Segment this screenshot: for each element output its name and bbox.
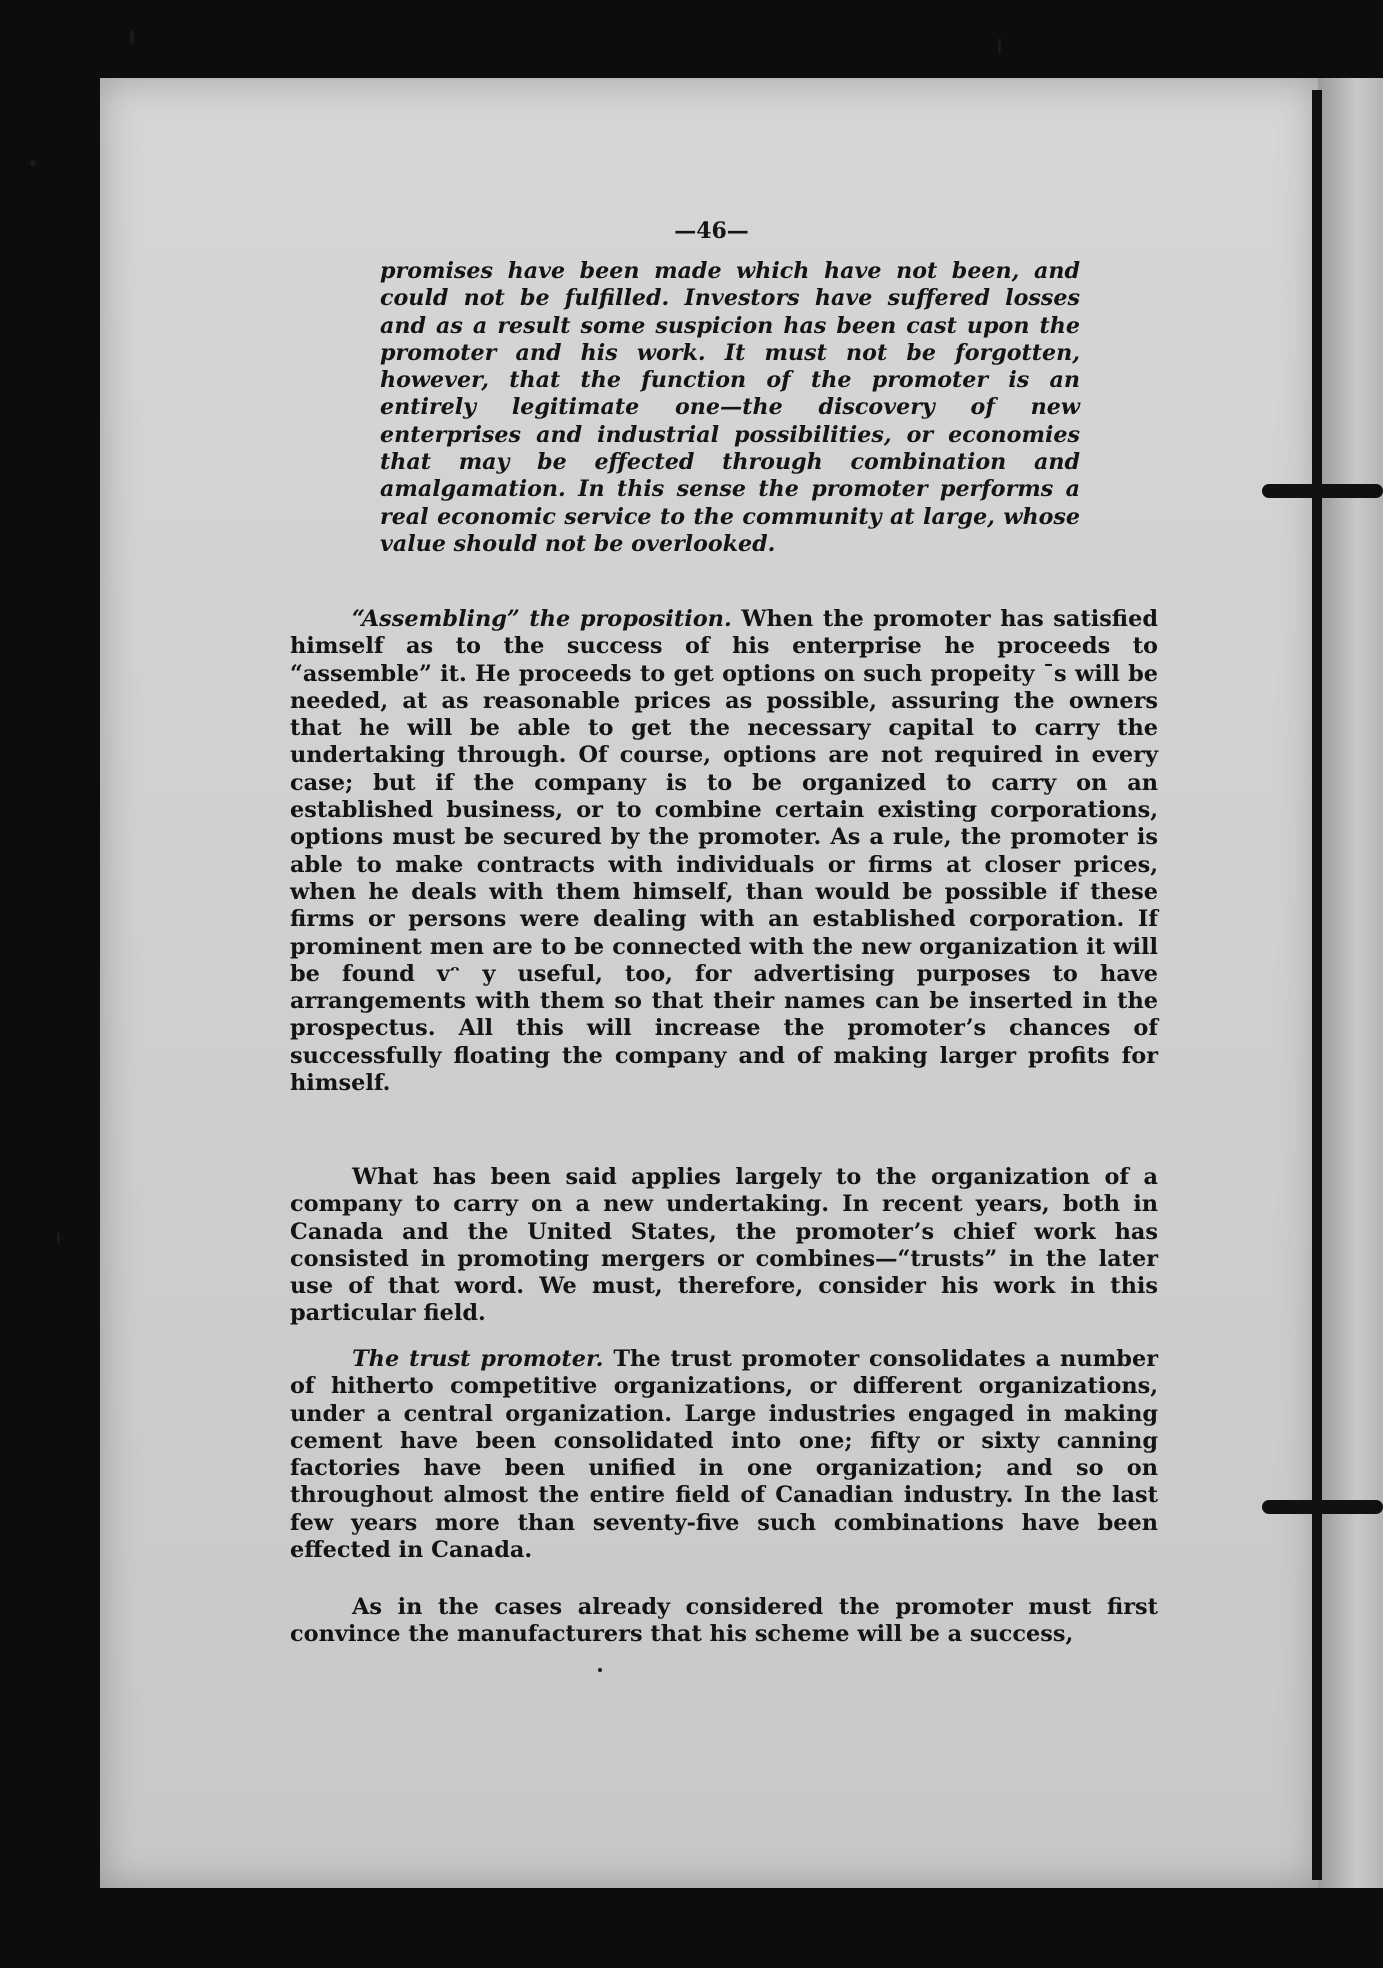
paragraph-body: As in the cases already considered the promoter must first convince the manufacturers that his scheme will be a success, bbox=[290, 1594, 1158, 1648]
paragraph-organization bbox=[290, 1164, 1158, 1328]
scan-speck bbox=[57, 1232, 60, 1244]
scan-speck bbox=[130, 30, 134, 44]
paragraph-body: The trust promoter consolidates a number of hitherto competitive organizations, or different organizations, under a central organization. Large industries engaged in making cement have been consolidated into one; fifty or sixty canning factories have been unified in one organization; and so on throughout almost the entire field of Canadian industry. In the last few years more than seventy-five such combinations have been effected in Canada. bbox=[290, 1346, 1159, 1564]
scan-speck bbox=[30, 160, 36, 166]
paragraph-assembling bbox=[290, 606, 1158, 1097]
adjacent-page-edge bbox=[1318, 78, 1383, 1888]
paragraph-trust-promoter bbox=[290, 1346, 1158, 1564]
page-binding-line bbox=[1312, 90, 1322, 1880]
quoted-passage: promises have been made which have not been, and could not be fulfilled. Investors have suffered losses and as a result some suspicion has been cast upon the promoter and his work. It must not be forgotten, however, that the function of the promoter is an entirely legitimate one—the discovery of new enterprises and industrial possibilities, or economies that may be effected through combination and amalgamation. In this sense the promoter performs a real economic service to the community at large, whose value should not be overlooked. bbox=[380, 258, 1080, 557]
binding-clip-mark bbox=[1262, 1500, 1383, 1514]
page-number: —46— bbox=[674, 218, 749, 244]
scan-speck bbox=[598, 1668, 602, 1672]
paragraph-cases-considered bbox=[290, 1594, 1158, 1649]
paragraph-body: When the promoter has satisfied himself as to the success of his enterprise he proceeds to “assemble” it. He proceeds to get options on such propeity ˉs will be needed, at as reasonable prices as possible, assuring the owners that he will be able to get the necessary capital to carry the undertaking through. Of course, options are not required in every case; but if the company is to be organized to carry on an established business, or to combine certain existing corporations, options must be secured by the promoter. As a rule, the promoter is able to make contracts with individuals or firms at closer prices, when he deals with them himself, than would be possible if these firms or persons were dealing with an established corporation. If prominent men are to be connected with the new organization it will be found vᵔ y useful, too, for advertising purposes to have arrangements with them so that their names can be inserted in the prospectus. All this will increase the promoter’s chances of successfully floating the company and of making larger profits for himself. bbox=[290, 606, 1158, 1097]
binding-clip-mark bbox=[1262, 484, 1383, 498]
paragraph-body: What has been said applies largely to the organization of a company to carry on a new undertaking. In recent years, both in Canada and the United States, the promoter’s chief work has consisted in promoting mergers or combines—“trusts” in the later use of that word. We must, therefore, consider his work in this particular field. bbox=[290, 1164, 1158, 1327]
paragraph-heading: The trust promoter. bbox=[352, 1346, 604, 1372]
paragraph-heading: “Assembling” the proposition. bbox=[352, 606, 732, 632]
scan-speck bbox=[998, 38, 1001, 54]
